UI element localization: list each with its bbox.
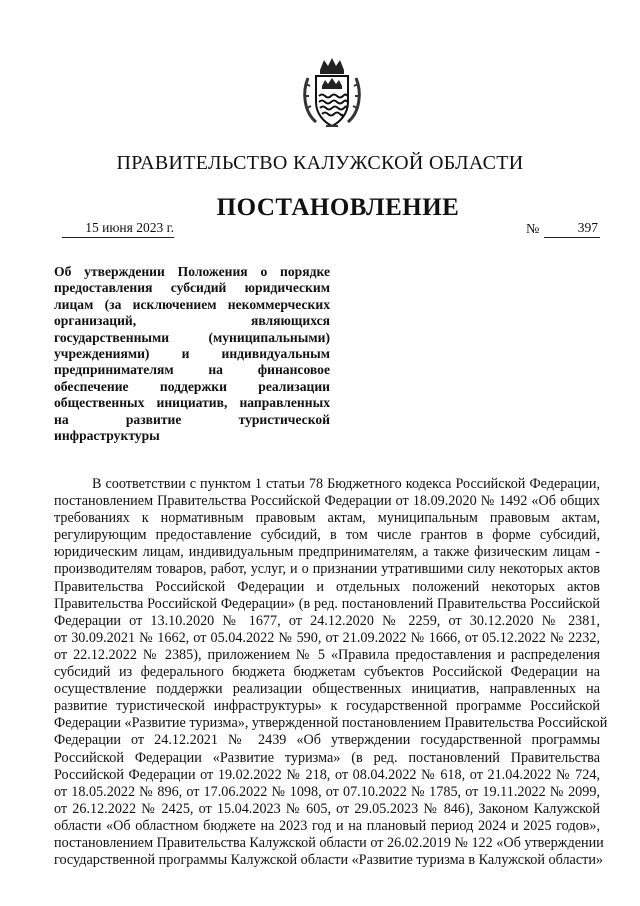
body-line: Федерации от 13.10.2020 № 1677, от 24.12.2020 № 2259, от 30.12.2020 № 2381, bbox=[54, 612, 600, 629]
subject-line: учреждениями) и индивидуальным bbox=[54, 346, 330, 362]
government-title: ПРАВИТЕЛЬСТВО КАЛУЖСКОЙ ОБЛАСТИ bbox=[116, 152, 524, 174]
body-line: В соответствии с пунктом 1 статьи 78 Бюджетного кодекса Российской Федерации, bbox=[92, 476, 600, 492]
body-line: Федерации «Развитие туризма», утвержденной постановлением Правительства Российской bbox=[54, 715, 608, 732]
number-label: № bbox=[526, 222, 540, 237]
subject-line: обеспечение поддержки реализации bbox=[54, 378, 330, 394]
document-date: 15 июня 2023 г. bbox=[62, 220, 174, 238]
body-line: Российской Федерации от 19.02.2022 № 218, от 08.04.2022 № 618, от 21.04.2022 № 724, bbox=[54, 766, 600, 783]
body-line: постановлением Правительства Российской Федерации от 18.09.2020 № 1492 «Об общих bbox=[54, 493, 600, 510]
body-line: постановлением Правительства Калужской области от 26.02.2019 № 122 «Об утверждении bbox=[54, 834, 604, 851]
body-line: осуществление поддержки реализации общественных инициатив, направленных на bbox=[54, 681, 600, 698]
subject-line: общественных инициатив, направленных bbox=[54, 395, 330, 411]
subject-line: предпринимателям на финансовое bbox=[54, 362, 330, 378]
body-line: Правительства Российской Федерации и отдельных положений некоторых актов bbox=[54, 578, 600, 595]
body-line: требованиях к нормативным правовым актам, муниципальным правовым актам, bbox=[54, 510, 600, 527]
subject-line: предоставления субсидий юридическим bbox=[54, 280, 330, 296]
subject-line: государственными (муниципальными) bbox=[54, 329, 330, 345]
subject-line: на развитие туристической bbox=[54, 411, 330, 427]
document-body bbox=[54, 476, 608, 869]
body-line: производителям товаров, работ, услуг, и о признании утратившими силу некоторых актов bbox=[54, 561, 600, 578]
subject-line: организаций, являющихся bbox=[54, 313, 330, 329]
document-subject bbox=[54, 264, 330, 444]
body-line: от 22.12.2022 № 2385), приложением № 5 «Правила предоставления и распределения bbox=[54, 646, 600, 663]
body-line: развитие туристической инфраструктуры» к государственной программе Российской bbox=[54, 698, 600, 715]
document-number: 397 bbox=[544, 220, 600, 238]
body-line: области «Об областном бюджете на 2023 год и на плановый период 2024 и 2025 годов», bbox=[54, 817, 600, 834]
subject-line: Об утверждении Положения о порядке bbox=[54, 264, 330, 279]
body-line: от 30.09.2021 № 1662, от 05.04.2022 № 590, от 21.09.2022 № 1666, от 05.12.2022 № 2232, bbox=[54, 629, 600, 646]
coat-of-arms-icon bbox=[300, 56, 364, 130]
subject-line: инфраструктуры bbox=[54, 428, 160, 444]
body-line: субсидий из федерального бюджета бюджетам субъектов Российской Федерации на bbox=[54, 664, 600, 681]
body-line: Российской Федерации «Развитие туризма» (в ред. постановлений Правительства bbox=[54, 749, 600, 766]
body-line: регулирующим предоставление субсидий, в том числе грантов в форме субсидий, bbox=[54, 527, 600, 544]
document-type-title: ПОСТАНОВЛЕНИЕ bbox=[216, 194, 460, 221]
subject-line: лицам (за исключением некоммерческих bbox=[54, 296, 330, 312]
body-line: государственной программы Калужской области «Развитие туризма в Калужской области» bbox=[54, 852, 604, 869]
body-line: от 26.12.2022 № 2425, от 15.04.2023 № 605, от 29.05.2023 № 846), Законом Калужской bbox=[54, 800, 600, 817]
body-line: Федерации от 24.12.2021 № 2439 «Об утверждении государственной программы bbox=[54, 732, 600, 749]
body-line: юридическим лицам, индивидуальным предпринимателям, а также физическим лицам - bbox=[54, 544, 600, 561]
body-line: Правительства Российской Федерации» (в ред. постановлений Правительства Российской bbox=[54, 595, 600, 612]
body-line: от 18.05.2022 № 896, от 17.06.2022 № 1098, от 07.10.2022 № 1785, от 19.11.2022 № 2099, bbox=[54, 783, 600, 800]
